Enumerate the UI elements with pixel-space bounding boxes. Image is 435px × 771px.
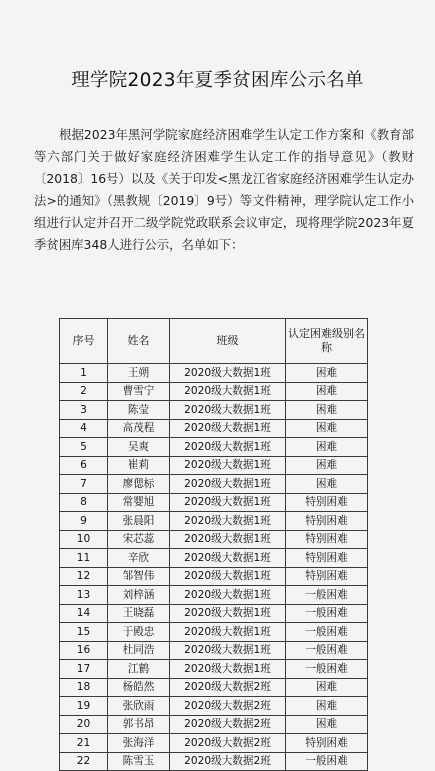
cell-level: 特别困难 (286, 530, 368, 549)
cell-class: 2020级大数据2班 (170, 734, 286, 753)
cell-level: 困难 (286, 401, 368, 420)
table-row (60, 641, 368, 660)
cell-class: 2020级大数据1班 (170, 475, 286, 494)
cell-class: 2020级大数据1班 (170, 623, 286, 642)
cell-level: 困难 (286, 364, 368, 383)
table-row (60, 364, 368, 383)
table-row (60, 734, 368, 753)
table-row (60, 530, 368, 549)
cell-name: 于殿忠 (108, 623, 170, 642)
cell-level: 困难 (286, 419, 368, 438)
cell-index: 19 (60, 697, 108, 716)
table-row (60, 586, 368, 605)
cell-name: 张欣雨 (108, 697, 170, 716)
table-row (60, 512, 368, 531)
col-header-level: 认定困难级别名称 (286, 319, 368, 364)
table-row (60, 401, 368, 420)
cell-class: 2020级大数据1班 (170, 438, 286, 457)
cell-level: 困难 (286, 678, 368, 697)
cell-class: 2020级大数据1班 (170, 401, 286, 420)
cell-class: 2020级大数据2班 (170, 715, 286, 734)
table-row (60, 382, 368, 401)
table-row (60, 567, 368, 586)
cell-name: 王晓磊 (108, 604, 170, 623)
cell-name: 常婴旭 (108, 493, 170, 512)
cell-class: 2020级大数据1班 (170, 530, 286, 549)
cell-class: 2020级大数据1班 (170, 660, 286, 679)
col-header-class: 班级 (170, 319, 286, 364)
cell-index: 2 (60, 382, 108, 401)
cell-name: 陈雪玉 (108, 752, 170, 771)
cell-index: 3 (60, 401, 108, 420)
table-row (60, 438, 368, 457)
cell-name: 王朔 (108, 364, 170, 383)
cell-name: 杜同浩 (108, 641, 170, 660)
document-title: 理学院2023年夏季贫困库公示名单 (71, 70, 364, 91)
cell-class: 2020级大数据1班 (170, 364, 286, 383)
cell-class: 2020级大数据1班 (170, 586, 286, 605)
cell-name: 辛欣 (108, 549, 170, 568)
cell-index: 13 (60, 586, 108, 605)
cell-name: 廖偲标 (108, 475, 170, 494)
cell-index: 20 (60, 715, 108, 734)
cell-level: 困难 (286, 697, 368, 716)
cell-level: 一般困难 (286, 604, 368, 623)
col-header-name: 姓名 (108, 319, 170, 364)
cell-level: 困难 (286, 382, 368, 401)
cell-class: 2020级大数据1班 (170, 382, 286, 401)
cell-name: 邹智伟 (108, 567, 170, 586)
cell-name: 陈莹 (108, 401, 170, 420)
table-row (60, 549, 368, 568)
cell-index: 11 (60, 549, 108, 568)
cell-index: 21 (60, 734, 108, 753)
cell-index: 4 (60, 419, 108, 438)
intro-text: 根据2023年黑河学院家庭经济困难学生认定工作方案和《教育部等六部门关于做好家庭经济困难学生认定工作的指导意见》（教财〔2018〕16号）以及《关于印发<黑龙江省家庭经济困难学生认定办法>的通知》（黑教规〔2019〕9号）等文件精神，理学院认定工作小组进行认定并召开二级学院党政联系会议审定，现将理学院2023年夏季贫困库348人进行公示，名单如下： (34, 127, 414, 252)
cell-level: 一般困难 (286, 623, 368, 642)
roster-table (59, 318, 368, 771)
cell-level: 特别困难 (286, 734, 368, 753)
cell-name: 宋芯蕊 (108, 530, 170, 549)
cell-index: 18 (60, 678, 108, 697)
table-row (60, 604, 368, 623)
table-row (60, 697, 368, 716)
table-row (60, 493, 368, 512)
cell-class: 2020级大数据2班 (170, 752, 286, 771)
cell-level: 一般困难 (286, 752, 368, 771)
cell-class: 2020级大数据1班 (170, 419, 286, 438)
table-row (60, 660, 368, 679)
cell-index: 17 (60, 660, 108, 679)
cell-name: 高茂程 (108, 419, 170, 438)
cell-index: 22 (60, 752, 108, 771)
cell-level: 困难 (286, 475, 368, 494)
cell-name: 张晨阳 (108, 512, 170, 531)
cell-index: 5 (60, 438, 108, 457)
cell-name: 郭书昂 (108, 715, 170, 734)
table-row (60, 419, 368, 438)
cell-index: 14 (60, 604, 108, 623)
cell-name: 杨皓然 (108, 678, 170, 697)
cell-class: 2020级大数据2班 (170, 678, 286, 697)
cell-index: 6 (60, 456, 108, 475)
cell-level: 特别困难 (286, 549, 368, 568)
cell-class: 2020级大数据1班 (170, 512, 286, 531)
cell-class: 2020级大数据1班 (170, 641, 286, 660)
cell-index: 10 (60, 530, 108, 549)
cell-class: 2020级大数据2班 (170, 697, 286, 716)
cell-name: 张海洋 (108, 734, 170, 753)
cell-index: 1 (60, 364, 108, 383)
cell-level: 困难 (286, 456, 368, 475)
cell-index: 8 (60, 493, 108, 512)
cell-name: 吴爽 (108, 438, 170, 457)
cell-level: 困难 (286, 438, 368, 457)
cell-class: 2020级大数据1班 (170, 567, 286, 586)
table-row (60, 623, 368, 642)
cell-index: 9 (60, 512, 108, 531)
cell-name: 刘梓涵 (108, 586, 170, 605)
cell-index: 12 (60, 567, 108, 586)
table-row (60, 456, 368, 475)
table-body (60, 364, 368, 771)
cell-level: 特别困难 (286, 512, 368, 531)
cell-name: 曹雪宁 (108, 382, 170, 401)
col-header-index: 序号 (60, 319, 108, 364)
cell-level: 特别困难 (286, 567, 368, 586)
cell-class: 2020级大数据1班 (170, 604, 286, 623)
table-header-row (60, 319, 368, 364)
cell-index: 15 (60, 623, 108, 642)
cell-class: 2020级大数据1班 (170, 549, 286, 568)
cell-level: 一般困难 (286, 641, 368, 660)
cell-index: 7 (60, 475, 108, 494)
cell-level: 一般困难 (286, 586, 368, 605)
intro-paragraph (34, 124, 414, 256)
cell-class: 2020级大数据1班 (170, 456, 286, 475)
cell-name: 崔莉 (108, 456, 170, 475)
table-row (60, 678, 368, 697)
cell-class: 2020级大数据1班 (170, 493, 286, 512)
cell-level: 困难 (286, 715, 368, 734)
cell-level: 一般困难 (286, 660, 368, 679)
table-row (60, 475, 368, 494)
table-row (60, 715, 368, 734)
cell-index: 16 (60, 641, 108, 660)
cell-level: 特别困难 (286, 493, 368, 512)
cell-name: 江鹤 (108, 660, 170, 679)
